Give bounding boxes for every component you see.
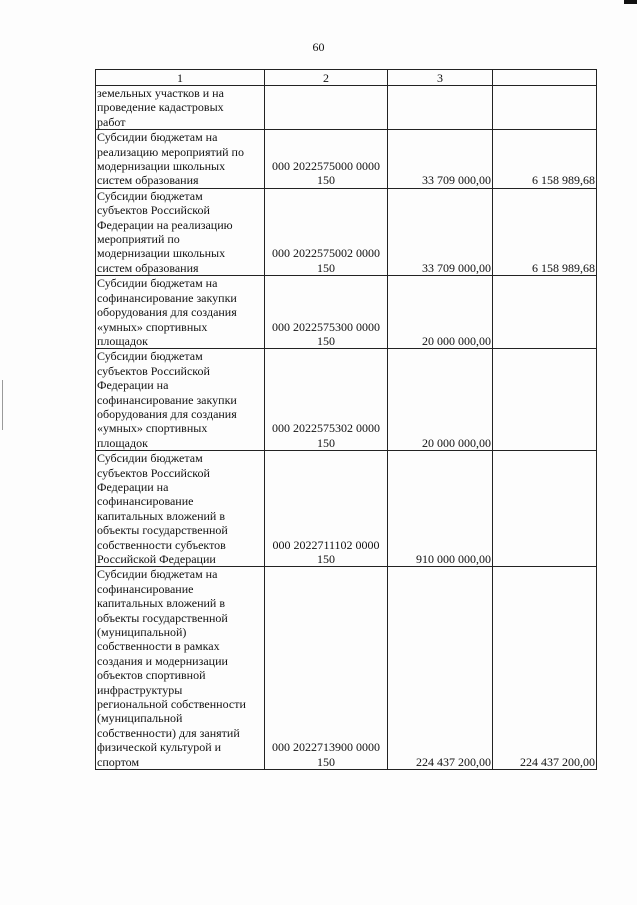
table-row <box>96 86 597 130</box>
row-amount-planned: 20 000 000,00 <box>388 276 493 349</box>
row-name: земельных участков и на проведение кадастровых работ <box>97 86 224 129</box>
row-code: 000 2022575300 0000 150 <box>272 319 380 348</box>
table-row <box>96 567 597 770</box>
row-amount-planned: 20 000 000,00 <box>388 349 493 451</box>
row-name-cell <box>96 349 265 451</box>
row-code-cell <box>265 349 388 451</box>
row-amount-planned: 33 709 000,00 <box>388 188 493 275</box>
table-row <box>96 349 597 451</box>
row-code: 000 2022713900 0000 150 <box>272 740 380 769</box>
row-code: 000 2022575000 0000 150 <box>272 159 380 188</box>
margin-line <box>2 380 4 430</box>
row-name-cell <box>96 130 265 189</box>
table-row <box>96 188 597 275</box>
row-amount-planned: 33 709 000,00 <box>388 130 493 189</box>
row-code-cell <box>265 451 388 567</box>
row-code-cell <box>265 276 388 349</box>
row-code-cell <box>265 130 388 189</box>
column-header-2: 2 <box>265 70 388 86</box>
row-amount-planned <box>388 86 493 130</box>
column-header-1: 1 <box>96 70 265 86</box>
table-row <box>96 130 597 189</box>
row-amount-actual: 6 158 989,68 <box>493 188 597 275</box>
table-header-row <box>96 70 597 86</box>
column-header-3: 3 <box>388 70 493 86</box>
row-amount-actual <box>493 451 597 567</box>
row-name-cell <box>96 86 265 130</box>
budget-table <box>95 69 597 770</box>
table-row <box>96 451 597 567</box>
column-header-4 <box>493 70 597 86</box>
row-amount-actual: 224 437 200,00 <box>493 567 597 770</box>
row-name: Субсидии бюджетам на софинансирование капитальных вложений в объекты государственной (муниципальной) собственности в рамках создания и модернизации объектов спортивной инфраструктуры региональной собственности (муниципальной собственности) для занятий физической культурой и спортом <box>97 567 246 769</box>
row-amount-planned: 224 437 200,00 <box>388 567 493 770</box>
row-name: Субсидии бюджетам на софинансирование закупки оборудования для создания «умных» спортивных площадок <box>97 276 237 348</box>
page-number: 60 <box>312 40 325 54</box>
row-code: 000 2022711102 0000 150 <box>272 537 380 566</box>
row-code: 000 2022575002 0000 150 <box>272 246 380 275</box>
row-name-cell <box>96 188 265 275</box>
row-amount-actual <box>493 349 597 451</box>
row-amount-actual: 6 158 989,68 <box>493 130 597 189</box>
row-code: 000 2022575302 0000 150 <box>272 421 380 450</box>
row-name-cell <box>96 567 265 770</box>
row-name-cell <box>96 276 265 349</box>
row-code-cell <box>265 86 388 130</box>
row-name: Субсидии бюджетам субъектов Российской Федерации на софинансирование капитальных вложений в объекты государственной собственности субъектов Российской Федерации <box>97 451 228 566</box>
row-amount-planned: 910 000 000,00 <box>388 451 493 567</box>
table-row <box>96 276 597 349</box>
corner-mark <box>624 0 637 4</box>
row-name: Субсидии бюджетам субъектов Российской Федерации на софинансирование закупки оборудования для создания «умных» спортивных площадок <box>97 349 237 450</box>
row-code-cell <box>265 188 388 275</box>
row-name-cell <box>96 451 265 567</box>
row-name: Субсидии бюджетам субъектов Российской Федерации на реализацию мероприятий по модернизации школьных систем образования <box>97 188 233 275</box>
row-name: Субсидии бюджетам на реализацию мероприятий по модернизации школьных систем образования <box>97 130 244 188</box>
row-amount-actual <box>493 276 597 349</box>
row-code-cell <box>265 567 388 770</box>
row-amount-actual <box>493 86 597 130</box>
